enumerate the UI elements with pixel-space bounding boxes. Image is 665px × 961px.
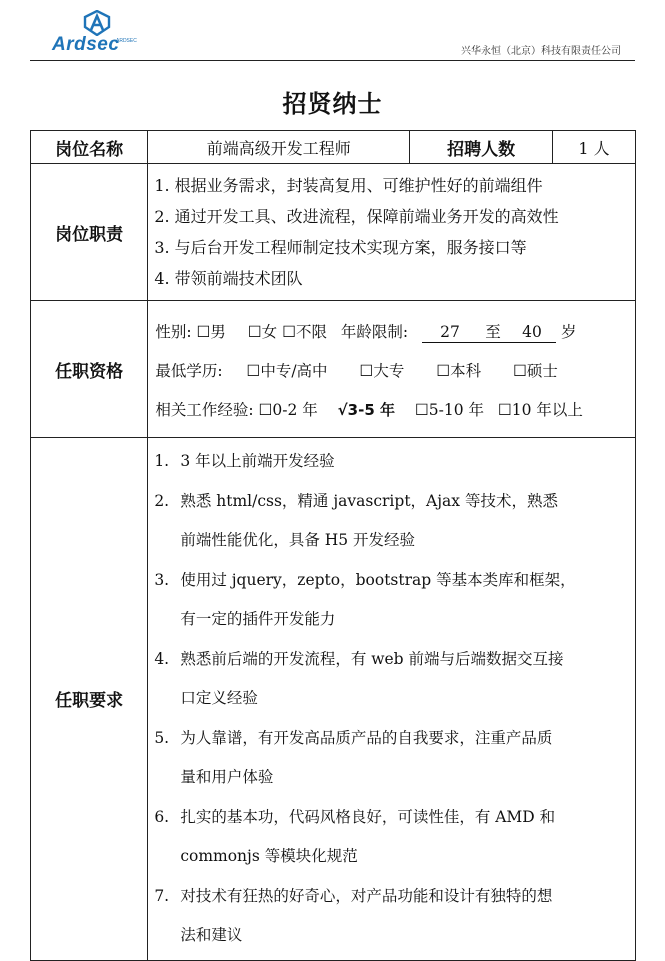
- requirements-label: 任职要求: [31, 438, 148, 961]
- experience-option: ☐0-2 年: [258, 400, 318, 419]
- gender-option-female: ☐女: [247, 322, 278, 341]
- position-value: 前端高级开发工程师: [148, 131, 410, 164]
- requirement-text: 法和建议: [180, 926, 243, 944]
- requirement-item: [154, 561, 629, 640]
- page-header: [30, 8, 635, 61]
- qualifications-label: 任职资格: [31, 301, 148, 438]
- qualifications-row: [31, 301, 636, 438]
- requirement-number: 6.: [154, 807, 170, 826]
- age-unit: 岁: [560, 322, 577, 341]
- duty-item: 3. 与后台开发工程师制定技术实现方案，服务接口等: [154, 238, 527, 257]
- page-title: 招贤纳士: [282, 90, 383, 118]
- experience-line: [155, 391, 629, 430]
- requirement-number: 7.: [154, 886, 170, 905]
- requirement-item: [154, 482, 629, 561]
- requirement-item: [154, 442, 629, 482]
- requirement-text: 量和用户体验: [180, 768, 274, 786]
- duties-row: [31, 164, 636, 301]
- requirement-text: 为人靠谱，有开发高品质产品的自我要求，注重产品质: [180, 728, 553, 747]
- education-line: [155, 352, 629, 391]
- gender-option-any: ☐不限: [282, 322, 328, 341]
- age-label: 年龄限制:: [340, 322, 409, 341]
- age-min: 27: [422, 322, 478, 343]
- experience-option-selected: √3-5 年: [337, 400, 395, 419]
- education-option: ☐大专: [359, 361, 405, 380]
- requirement-text: 熟悉 html/css，精通 javascript，Ajax 等技术，熟悉: [180, 491, 558, 510]
- duty-item: 2. 通过开发工具、改进流程，保障前端业务开发的高效性: [154, 207, 559, 226]
- duty-item: 4. 带领前端技术团队: [154, 269, 303, 288]
- requirement-text: 口定义经验: [180, 689, 258, 707]
- age-to: 至: [478, 322, 508, 343]
- headcount-value: 1 人: [553, 131, 636, 164]
- requirement-item: [154, 798, 629, 877]
- education-label: 最低学历:: [155, 361, 223, 380]
- position-row: [31, 131, 636, 164]
- experience-label: 相关工作经验:: [155, 400, 254, 419]
- education-option: ☐硕士: [512, 361, 558, 380]
- requirement-text: 前端性能优化，具备 H5 开发经验: [180, 531, 416, 549]
- company-logo: [52, 10, 152, 58]
- education-option: ☐本科: [436, 361, 482, 380]
- logo-wordmark: Ardsec: [52, 34, 120, 55]
- requirement-item: [154, 877, 629, 956]
- requirement-item: [154, 640, 629, 719]
- logo-subtext: ARDSEC: [116, 38, 137, 44]
- gender-age-line: [155, 313, 629, 352]
- requirement-text: 3 年以上前端开发经验: [180, 452, 335, 470]
- experience-option: ☐5-10 年: [414, 400, 485, 419]
- requirements-list: [148, 438, 636, 961]
- requirement-number: 5.: [154, 728, 170, 747]
- qualifications-content: [148, 301, 636, 438]
- age-max: 40: [508, 322, 556, 343]
- position-label: 岗位名称: [31, 131, 148, 164]
- requirement-text: 对技术有狂热的好奇心，对产品功能和设计有独特的想: [180, 886, 553, 905]
- education-option: ☐中专/高中: [246, 361, 328, 380]
- job-description-table: [30, 130, 636, 961]
- requirement-text: commonjs 等模块化规范: [180, 847, 358, 865]
- duties-label: 岗位职责: [31, 164, 148, 301]
- headcount-label: 招聘人数: [410, 131, 553, 164]
- requirement-text: 使用过 jquery，zepto，bootstrap 等基本类库和框架，: [180, 570, 576, 589]
- requirements-row: [31, 438, 636, 961]
- experience-option: ☐10 年以上: [497, 400, 583, 419]
- requirement-text: 熟悉前后端的开发流程，有 web 前端与后端数据交互接: [180, 649, 564, 668]
- duty-item: 1. 根据业务需求，封装高复用、可维护性好的前端组件: [154, 176, 543, 195]
- company-name: 兴华永恒（北京）科技有限责任公司: [461, 46, 621, 57]
- logo-shield-icon: [82, 10, 112, 36]
- requirement-number: 4.: [154, 649, 170, 668]
- gender-option-male: ☐男: [196, 322, 226, 341]
- duties-list: [148, 164, 636, 301]
- requirement-number: 2.: [154, 491, 170, 510]
- gender-label: 性别:: [155, 322, 192, 341]
- requirement-text: 扎实的基本功，代码风格良好，可读性佳，有 AMD 和: [180, 807, 556, 826]
- requirement-text: 有一定的插件开发能力: [180, 610, 336, 628]
- requirement-number: 3.: [154, 570, 170, 589]
- requirement-number: 1.: [154, 452, 170, 470]
- requirement-item: [154, 719, 629, 798]
